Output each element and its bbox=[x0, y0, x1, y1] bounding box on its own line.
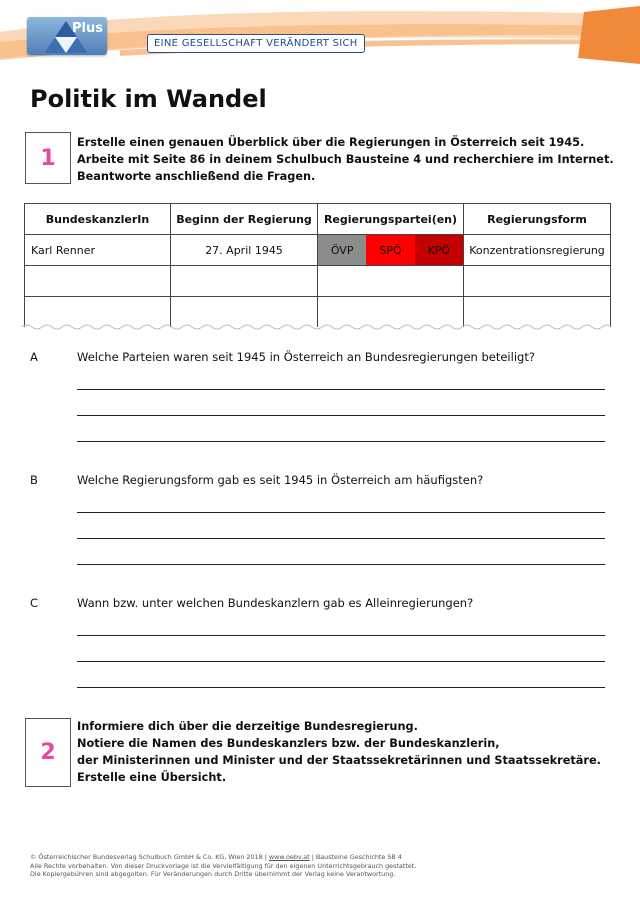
cell-chancellor: Karl Renner bbox=[25, 235, 171, 266]
answer-line[interactable] bbox=[77, 415, 605, 416]
column-header-start: Beginn der Regierung bbox=[171, 204, 318, 235]
publisher-link[interactable]: www.oebv.at bbox=[268, 853, 310, 861]
footer-line-3: Die Kopiergebühren sind abgegolten. Für Veränderungen durch Dritte übernimmt der Verlag keine Verantwortung. bbox=[30, 870, 396, 878]
task-number-box-2: 2 bbox=[25, 718, 71, 787]
footer-publisher: © Österreichischer Bundesverlag Schulbuch GmbH & Co. KG, Wien 2018 | bbox=[30, 853, 269, 861]
answer-line[interactable] bbox=[77, 564, 605, 565]
task-1-line: Erstelle einen genauen Überblick über die Regierungen in Österreich seit 1945. bbox=[77, 136, 585, 149]
task-2-line: Erstelle eine Übersicht. bbox=[77, 771, 227, 784]
empty-cell[interactable] bbox=[464, 266, 611, 297]
answer-line[interactable] bbox=[77, 389, 605, 390]
question-a: Welche Parteien waren seit 1945 in Österreich an Bundesregierungen beteiligt? bbox=[77, 350, 535, 364]
answer-line[interactable] bbox=[77, 687, 605, 688]
column-header-chancellor: BundeskanzlerIn bbox=[25, 204, 171, 235]
table-header-row bbox=[25, 204, 611, 235]
answer-line[interactable] bbox=[77, 661, 605, 662]
question-c: Wann bzw. unter welchen Bundeskanzlern gab es Alleinregierungen? bbox=[77, 596, 474, 610]
logo-text: Plus bbox=[72, 21, 103, 36]
copyright-footer bbox=[30, 853, 590, 879]
table-torn-edge bbox=[22, 321, 612, 333]
task-number-box-1: 1 bbox=[25, 132, 71, 184]
party-kpoe: KPÖ bbox=[415, 235, 463, 265]
empty-cell[interactable] bbox=[25, 266, 171, 297]
footer-book: | Bausteine Geschichte SB 4 bbox=[309, 853, 402, 861]
question-letter-b: B bbox=[30, 473, 38, 487]
task-2-line: Informiere dich über die derzeitige Bundesregierung. bbox=[77, 720, 418, 733]
column-header-parties: Regierungspartei(en) bbox=[318, 204, 464, 235]
footer-line-1 bbox=[30, 853, 590, 862]
answer-line[interactable] bbox=[77, 512, 605, 513]
task-2-line: der Ministerinnen und Minister und der Staatssekretärinnen und Staatssekretäre. bbox=[77, 754, 601, 767]
cell-start: 27. April 1945 bbox=[171, 235, 318, 266]
answer-line[interactable] bbox=[77, 635, 605, 636]
government-table bbox=[24, 203, 611, 327]
task-2-line: Notiere die Namen des Bundeskanzlers bzw. der Bundeskanzlerin, bbox=[77, 737, 500, 750]
series-banner: EINE GESELLSCHAFT VERÄNDERT SICH bbox=[147, 34, 365, 53]
footer-line-2: Alle Rechte vorbehalten. Von dieser Druckvorlage ist die Vervielfältigung für den eigenen Unterrichtsgebrauch gestattet. bbox=[30, 861, 417, 870]
page-title: Politik im Wandel bbox=[30, 85, 267, 113]
table-row-empty bbox=[25, 266, 611, 297]
column-header-form: Regierungsform bbox=[464, 204, 611, 235]
task-1-line: Beantworte anschließend die Fragen. bbox=[77, 170, 316, 183]
task-1-line: Arbeite mit Seite 86 in deinem Schulbuch Bausteine 4 und recherchiere im Internet. bbox=[77, 153, 614, 166]
cell-form: Konzentrationsregierung bbox=[464, 235, 611, 266]
empty-cell[interactable] bbox=[171, 266, 318, 297]
answer-line[interactable] bbox=[77, 538, 605, 539]
question-letter-c: C bbox=[30, 596, 39, 610]
task-2-instructions bbox=[77, 718, 601, 786]
answer-line[interactable] bbox=[77, 441, 605, 442]
table-row bbox=[25, 235, 611, 266]
task-1-instructions bbox=[77, 134, 614, 185]
cell-parties bbox=[318, 235, 464, 266]
empty-cell[interactable] bbox=[318, 266, 464, 297]
question-b: Welche Regierungsform gab es seit 1945 in Österreich am häufigsten? bbox=[77, 473, 484, 487]
question-letter-a: A bbox=[30, 350, 38, 364]
party-spoe: SPÖ bbox=[366, 235, 414, 265]
publisher-logo bbox=[27, 17, 107, 55]
party-oevp: ÖVP bbox=[318, 235, 366, 265]
